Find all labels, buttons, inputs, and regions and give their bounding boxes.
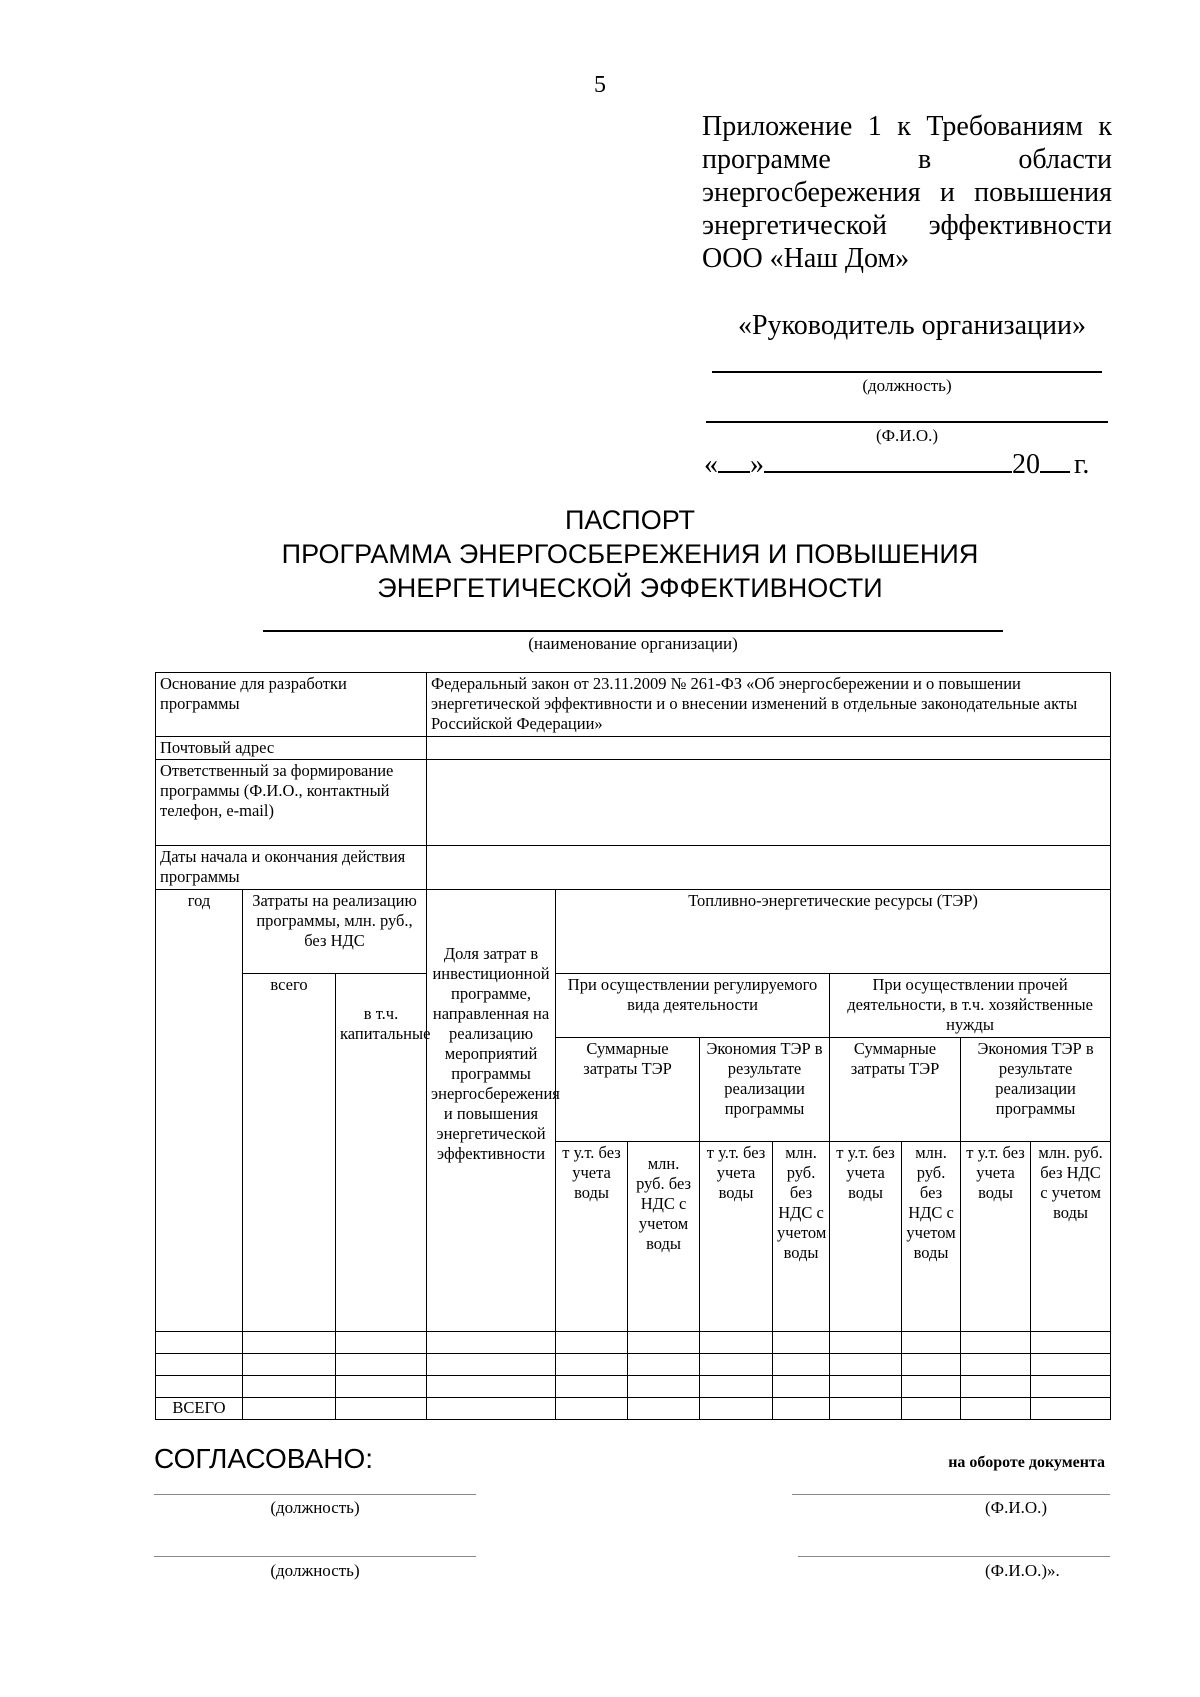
page-number: 5	[594, 72, 606, 98]
header-econ-ter-regulated: Экономия ТЭР в результате реализации программы	[700, 1038, 830, 1142]
basis-value: Федеральный закон от 23.11.2009 № 261-ФЗ «Об энергосбережении и о повышении энергетической эффективности и о внесении изменений в отдельные законодательные акты Российской Федерации»	[427, 673, 1111, 737]
table-row	[156, 1354, 1111, 1376]
basis-label: Основание для разработки программы	[156, 673, 427, 737]
unit-rub-4: млн. руб. без НДС с учетом воды	[1031, 1142, 1111, 1332]
responsible-value-cell	[427, 760, 1111, 846]
title-passport: ПАСПОРТ	[564, 505, 696, 535]
agreed-position-caption-2: (должность)	[270, 1561, 360, 1580]
unit-rub-3: млн. руб. без НДС с учетом воды	[902, 1142, 961, 1332]
agreed-position-caption-1: (должность)	[270, 1498, 360, 1517]
dates-value-cell	[427, 846, 1111, 890]
position-signature-line	[712, 371, 1102, 373]
unit-rub-2: млн. руб. без НДС с учетом воды	[773, 1142, 830, 1332]
agreed-fio-caption-1: (Ф.И.О.)	[985, 1498, 1048, 1517]
position-caption: (должность)	[862, 376, 952, 395]
date-open-quote: «	[704, 449, 718, 480]
unit-tut-1: т у.т. без учета воды	[556, 1142, 628, 1332]
year-blank	[1040, 447, 1070, 473]
unit-tut-3: т у.т. без учета воды	[830, 1142, 902, 1332]
date-year-suffix: г.	[1074, 449, 1090, 480]
date-close-quote: »	[750, 449, 764, 480]
date-year-prefix: 20	[1012, 449, 1040, 480]
header-costs-total: всего	[243, 974, 336, 1332]
table-row	[156, 1332, 1111, 1354]
header-sum-ter-regulated: Суммарные затраты ТЭР	[556, 1038, 700, 1142]
total-row-label: ВСЕГО	[156, 1398, 243, 1420]
organization-name-line	[263, 630, 1003, 632]
table-total-row	[156, 1398, 1111, 1420]
header-other: При осуществлении прочей деятельности, в т.ч. хозяйственные нужды	[830, 974, 1111, 1038]
unit-rub-1: млн. руб. без НДС с учетом воды	[628, 1142, 700, 1332]
responsible-label: Ответственный за формирование программы (Ф.И.О., контактный телефон, e-mail)	[156, 760, 427, 846]
appendix-heading: Приложение 1 к Требованиям к программе в области энергосбережения и повышения энергетической эффективности ООО «Наш Дом»	[702, 111, 1112, 274]
header-regulated: При осуществлении регулируемого вида деятельности	[556, 974, 830, 1038]
month-blank	[764, 447, 1012, 473]
organization-caption: (наименование организации)	[528, 634, 738, 653]
header-year: год	[156, 890, 243, 1332]
passport-table	[155, 672, 1111, 1420]
head-role-title: «Руководитель организации»	[738, 310, 1086, 341]
day-blank	[718, 447, 750, 473]
agreed-title: СОГЛАСОВАНО:	[154, 1443, 373, 1474]
agreed-fio-line-2	[798, 1556, 1110, 1557]
fio-caption: (Ф.И.О.)	[875, 426, 939, 445]
postal-value-cell	[427, 737, 1111, 760]
agreed-position-line-2	[154, 1556, 476, 1557]
header-share: Доля затрат в инвестиционной программе, направленная на реализацию мероприятий программы энергосбережения и повышения энергетической эффективности	[427, 890, 556, 1332]
fio-signature-line	[706, 421, 1108, 423]
reverse-side-note: на обороте документа	[948, 1454, 1105, 1471]
header-costs: Затраты на реализацию программы, млн. руб., без НДС	[243, 890, 427, 974]
title-program-line2: ЭНЕРГЕТИЧЕСКОЙ ЭФФЕКТИВНОСТИ	[377, 573, 883, 603]
title-program-line1: ПРОГРАММА ЭНЕРГОСБЕРЕЖЕНИЯ И ПОВЫШЕНИЯ	[281, 539, 979, 569]
table-row	[156, 1376, 1111, 1398]
header-sum-ter-other: Суммарные затраты ТЭР	[830, 1038, 961, 1142]
postal-label: Почтовый адрес	[156, 737, 427, 760]
agreed-fio-caption-2: (Ф.И.О.)».	[985, 1561, 1060, 1580]
agreed-position-line-1	[154, 1494, 476, 1495]
unit-tut-4: т у.т. без учета воды	[961, 1142, 1031, 1332]
header-econ-ter-other: Экономия ТЭР в результате реализации программы	[961, 1038, 1111, 1142]
unit-tut-2: т у.т. без учета воды	[700, 1142, 773, 1332]
approval-date-line	[704, 447, 1114, 481]
dates-label: Даты начала и окончания действия программы	[156, 846, 427, 890]
agreed-fio-line-1	[792, 1494, 1110, 1495]
header-costs-capital: в т.ч. капитальные	[336, 974, 427, 1332]
header-ter: Топливно-энергетические ресурсы (ТЭР)	[556, 890, 1111, 974]
